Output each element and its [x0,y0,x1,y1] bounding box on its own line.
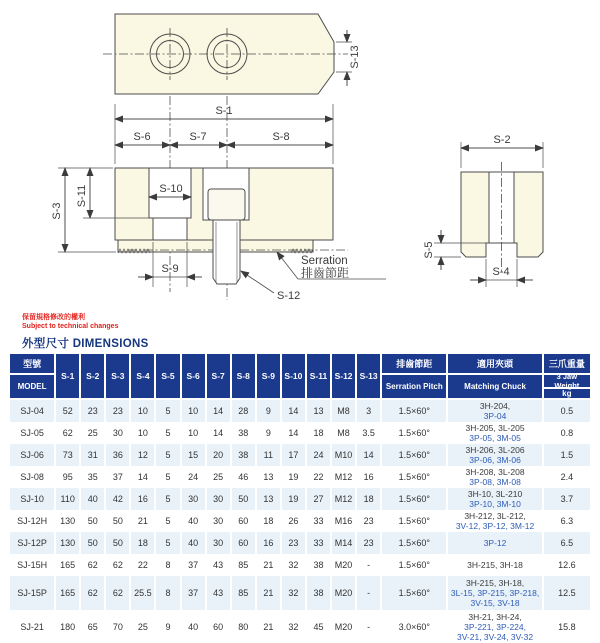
dim-cell-s3: 37 [105,466,130,488]
chuck-model-blue: 3P-04 [483,411,507,421]
serration-label-en: Serration [301,255,348,267]
dim-cell-s9: 21 [256,576,281,610]
dim-cell-s7: 30 [206,488,231,510]
table-row [9,610,591,643]
weight-cell: 2.4 [543,466,591,488]
dim-cell-s6: 37 [181,576,206,610]
dim-cell-s1: 180 [55,610,80,643]
dim-label-s1: S-1 [215,105,233,117]
dimensions-table [8,352,592,643]
dim-cell-s11: 24 [306,444,331,466]
chuck-model-dark: 3H-205, 3L-205 [465,423,525,433]
header-serration-zh: 排齒節距 [396,359,433,369]
dim-cell-s8: 50 [231,488,256,510]
dim-label-s8: S-8 [272,131,290,143]
dim-cell-s11: 33 [306,532,331,554]
chuck-cell [447,510,542,532]
dim-cell-s11: 38 [306,576,331,610]
dim-cell-s7: 20 [206,444,231,466]
notice [22,314,118,331]
dim-cell-s8: 38 [231,422,256,444]
dim-cell-s2: 50 [80,532,105,554]
model-cell: SJ-15H [9,554,55,576]
dim-cell-s12: M8 [331,399,356,422]
dim-cell-s12: M20 [331,576,356,610]
header-weight-zh: 三爪重量 [548,359,585,369]
header-dim-s-7: S-7 [206,353,231,399]
dim-cell-s13: 18 [356,488,381,510]
model-cell: SJ-15P [9,576,55,610]
dim-cell-s4: 21 [130,510,155,532]
header-weight-unit: kg [544,387,590,398]
header-weight [543,353,591,399]
table-row [9,576,591,610]
header-chuck-en: Matching Chuck [448,373,541,398]
dim-cell-s3: 36 [105,444,130,466]
header-dim-s-1: S-1 [55,353,80,399]
dim-cell-s6: 37 [181,554,206,576]
weight-cell: 12.5 [543,576,591,610]
dim-cell-s1: 52 [55,399,80,422]
dim-cell-s2: 31 [80,444,105,466]
pitch-cell: 3.0×60° [381,610,447,643]
dim-cell-s3: 62 [105,554,130,576]
chuck-cell [447,466,542,488]
chuck-model-blue: 3P-05, 3M-05 [469,433,521,443]
dim-cell-s4: 10 [130,422,155,444]
chuck-cell [447,532,542,554]
section-title-en: DIMENSIONS [72,338,149,350]
header-dim-s-6: S-6 [181,353,206,399]
dim-cell-s3: 50 [105,510,130,532]
dim-cell-s12: M10 [331,444,356,466]
section-title-zh: 外型尺寸 [22,338,70,350]
header-dim-s-2: S-2 [80,353,105,399]
dim-label-s2: S-2 [493,134,511,146]
technical-drawing [0,0,600,308]
dim-cell-s10: 32 [281,554,306,576]
header-dim-s-4: S-4 [130,353,155,399]
dim-cell-s3: 70 [105,610,130,643]
dim-cell-s2: 35 [80,466,105,488]
dim-cell-s13: - [356,576,381,610]
header-model-zh: 型號 [23,359,42,369]
dim-cell-s5: 5 [155,399,180,422]
chuck-model-blue: 3V-15, 3V-18 [470,598,520,608]
dim-cell-s5: 5 [155,466,180,488]
dim-cell-s3: 42 [105,488,130,510]
dim-cell-s2: 25 [80,422,105,444]
dim-cell-s2: 65 [80,610,105,643]
dim-cell-s5: 8 [155,576,180,610]
dim-cell-s9: 13 [256,488,281,510]
header-row [9,353,591,399]
header-dim-s-3: S-3 [105,353,130,399]
chuck-model-blue: 3P-221, 3P-224, [464,622,526,632]
dim-cell-s11: 18 [306,422,331,444]
dim-cell-s3: 23 [105,399,130,422]
chuck-model-dark: 3H-206, 3L-206 [465,445,525,455]
dim-cell-s11: 22 [306,466,331,488]
dim-cell-s10: 32 [281,576,306,610]
dim-cell-s9: 13 [256,466,281,488]
model-cell: SJ-06 [9,444,55,466]
dim-cell-s7: 30 [206,532,231,554]
dim-cell-s13: 3 [356,399,381,422]
end-view [434,142,543,287]
dim-cell-s12: M8 [331,422,356,444]
dim-cell-s5: 5 [155,532,180,554]
weight-cell: 6.3 [543,510,591,532]
weight-cell: 15.8 [543,610,591,643]
dim-cell-s8: 85 [231,576,256,610]
weight-cell: 1.5 [543,444,591,466]
dim-cell-s10: 19 [281,488,306,510]
dim-cell-s8: 85 [231,554,256,576]
dim-cell-s5: 9 [155,610,180,643]
dim-cell-s11: 13 [306,399,331,422]
dim-cell-s13: 23 [356,510,381,532]
dim-label-s13: S-13 [349,45,361,69]
dim-cell-s5: 5 [155,444,180,466]
dim-cell-s13: 3.5 [356,422,381,444]
dim-cell-s9: 9 [256,422,281,444]
dim-cell-s5: 5 [155,488,180,510]
table-row [9,510,591,532]
model-cell: SJ-08 [9,466,55,488]
dim-cell-s7: 43 [206,554,231,576]
dim-cell-s6: 40 [181,532,206,554]
header-chuck-zh: 適用夾頭 [477,359,514,369]
header-dim-s-13: S-13 [356,353,381,399]
dim-cell-s6: 24 [181,466,206,488]
dim-cell-s12: M16 [331,510,356,532]
chuck-model-blue: 3P-10, 3M-10 [469,499,521,509]
pitch-cell: 1.5×60° [381,488,447,510]
dim-label-s11: S-11 [76,184,88,208]
model-cell: SJ-12H [9,510,55,532]
model-cell: SJ-12P [9,532,55,554]
dim-cell-s2: 23 [80,399,105,422]
dim-cell-s10: 14 [281,422,306,444]
dim-cell-s12: M20 [331,554,356,576]
weight-cell: 6.5 [543,532,591,554]
dim-label-s9: S-9 [161,263,179,275]
dim-cell-s13: 14 [356,444,381,466]
header-dim-s-11: S-11 [306,353,331,399]
dim-cell-s13: 16 [356,466,381,488]
dim-cell-s1: 165 [55,576,80,610]
dim-cell-s5: 5 [155,510,180,532]
dim-cell-s4: 22 [130,554,155,576]
dim-cell-s13: - [356,554,381,576]
chuck-model-dark: 3H-204, [479,401,511,411]
dim-cell-s3: 30 [105,422,130,444]
chuck-cell [447,444,542,466]
dim-cell-s6: 30 [181,488,206,510]
table-row [9,554,591,576]
dim-cell-s6: 10 [181,399,206,422]
chuck-cell [447,610,542,643]
pitch-cell: 1.5×60° [381,510,447,532]
spec-table-body [9,399,591,643]
dim-cell-s11: 38 [306,554,331,576]
dim-cell-s12: M14 [331,532,356,554]
dim-cell-s4: 25 [130,610,155,643]
pitch-cell: 1.5×60° [381,399,447,422]
header-dim-s-10: S-10 [281,353,306,399]
pitch-cell: 1.5×60° [381,422,447,444]
dim-cell-s9: 9 [256,399,281,422]
dim-cell-s7: 25 [206,466,231,488]
chuck-model-blue: 3V-12, 3P-12, 3M-12 [455,521,535,531]
chuck-model-blue: 3L-15, 3P-215, 3P-218, [450,588,540,598]
dim-cell-s5: 8 [155,554,180,576]
chuck-model-dark: 3H-212, 3L-212, [464,511,526,521]
dim-cell-s1: 95 [55,466,80,488]
pitch-cell: 1.5×60° [381,554,447,576]
dim-cell-s13: 23 [356,532,381,554]
dim-label-s7: S-7 [189,131,207,143]
dim-cell-s2: 62 [80,554,105,576]
dim-cell-s10: 32 [281,610,306,643]
dim-cell-s3: 50 [105,532,130,554]
dim-cell-s4: 14 [130,466,155,488]
header-dim-s-8: S-8 [231,353,256,399]
header-dim-s-9: S-9 [256,353,281,399]
chuck-model-blue: 3P-08, 3M-08 [469,477,521,487]
dim-cell-s1: 130 [55,532,80,554]
header-dim-s-12: S-12 [331,353,356,399]
table-row [9,488,591,510]
dim-cell-s13: - [356,610,381,643]
pitch-cell: 1.5×60° [381,444,447,466]
dim-cell-s7: 30 [206,510,231,532]
header-weight-en: 3 Jaw Weight [544,373,590,387]
dim-cell-s9: 16 [256,532,281,554]
dim-cell-s7: 14 [206,422,231,444]
model-cell: SJ-05 [9,422,55,444]
dim-cell-s11: 33 [306,510,331,532]
dim-cell-s11: 45 [306,610,331,643]
weight-cell: 12.6 [543,554,591,576]
header-model [9,353,55,399]
dim-cell-s9: 18 [256,510,281,532]
dim-label-s4: S-4 [492,266,510,278]
dim-cell-s6: 15 [181,444,206,466]
header-serration [381,353,447,399]
dim-label-s12: S-12 [277,290,301,302]
dim-label-s3: S-3 [51,202,63,220]
model-cell: SJ-10 [9,488,55,510]
dim-cell-s8: 80 [231,610,256,643]
serration-label-zh: 排齒節距 [301,266,350,280]
chuck-model-blue: 3P-06, 3M-06 [469,455,521,465]
chuck-cell [447,488,542,510]
dim-cell-s8: 38 [231,444,256,466]
pitch-cell: 1.5×60° [381,532,447,554]
dim-cell-s4: 16 [130,488,155,510]
dim-cell-s8: 46 [231,466,256,488]
pitch-cell: 1.5×60° [381,576,447,610]
dim-cell-s12: M12 [331,488,356,510]
dim-cell-s12: M12 [331,466,356,488]
dim-cell-s9: 21 [256,610,281,643]
dim-cell-s7: 60 [206,610,231,643]
dim-cell-s12: M20 [331,610,356,643]
dim-cell-s8: 60 [231,532,256,554]
weight-cell: 0.8 [543,422,591,444]
model-cell: SJ-21 [9,610,55,643]
table-row [9,422,591,444]
dim-cell-s3: 62 [105,576,130,610]
dim-cell-s9: 11 [256,444,281,466]
dim-cell-s2: 62 [80,576,105,610]
chuck-model-dark: 3H-208, 3L-208 [465,467,525,477]
header-dim-s-5: S-5 [155,353,180,399]
section-title [22,335,149,351]
dim-label-s10: S-10 [159,183,183,195]
dim-cell-s1: 62 [55,422,80,444]
dim-cell-s8: 60 [231,510,256,532]
weight-cell: 0.5 [543,399,591,422]
dim-cell-s5: 5 [155,422,180,444]
chuck-cell [447,554,542,576]
chuck-model-dark: 3H-10, 3L-210 [467,489,523,499]
chuck-model-blue: 3P-12 [483,538,507,548]
header-chuck [447,353,542,399]
dim-cell-s1: 73 [55,444,80,466]
header-model-en: MODEL [10,373,54,398]
chuck-cell [447,576,542,610]
dim-cell-s4: 10 [130,399,155,422]
header-serration-en: Serration Pitch [382,373,446,398]
dim-cell-s1: 110 [55,488,80,510]
dim-cell-s10: 19 [281,466,306,488]
table-row [9,532,591,554]
dim-cell-s8: 28 [231,399,256,422]
model-cell: SJ-04 [9,399,55,422]
dim-cell-s2: 50 [80,510,105,532]
dim-cell-s11: 27 [306,488,331,510]
dim-label-s6: S-6 [133,131,151,143]
table-row [9,444,591,466]
dim-cell-s10: 26 [281,510,306,532]
dim-cell-s9: 21 [256,554,281,576]
dim-cell-s4: 12 [130,444,155,466]
dim-cell-s2: 40 [80,488,105,510]
weight-cell: 3.7 [543,488,591,510]
dim-cell-s6: 10 [181,422,206,444]
chuck-cell [447,422,542,444]
dim-cell-s10: 23 [281,532,306,554]
chuck-model-dark: 3H-21, 3H-24, [468,612,522,622]
dim-cell-s1: 130 [55,510,80,532]
chuck-model-dark: 3H-215, 3H-18, [465,578,525,588]
notice-zh: 保留規格修改的權利 [22,314,85,321]
dim-cell-s7: 43 [206,576,231,610]
dim-cell-s4: 18 [130,532,155,554]
table-row [9,399,591,422]
chuck-cell [447,399,542,422]
dim-cell-s10: 14 [281,399,306,422]
pitch-cell: 1.5×60° [381,466,447,488]
chuck-model-dark: 3H-215, 3H-18 [467,560,523,570]
dim-cell-s7: 14 [206,399,231,422]
table-header [9,353,591,399]
dim-cell-s10: 17 [281,444,306,466]
dim-label-s5: S-5 [423,241,435,259]
chuck-model-blue: 3V-21, 3V-24, 3V-32 [457,632,534,642]
dim-cell-s4: 25.5 [130,576,155,610]
dim-cell-s1: 165 [55,554,80,576]
table-row [9,466,591,488]
dim-cell-s6: 40 [181,510,206,532]
notice-en: Subject to technical changes [22,322,119,330]
dim-cell-s6: 40 [181,610,206,643]
